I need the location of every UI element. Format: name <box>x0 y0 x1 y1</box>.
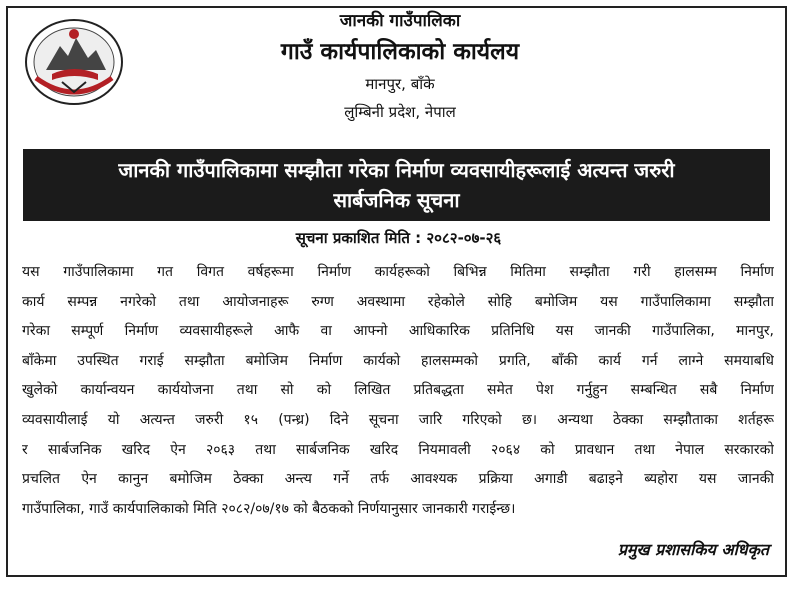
office-title: गाउँ कार्यपालिकाको कार्यलय <box>280 39 520 65</box>
body-line: गरेका सम्पूर्ण निर्माण व्यवसायीहरूले आफै वा आफ्नो आधिकारिक प्रतिनिधि यस जानकी गाउँपालिका, मानपुर, <box>22 323 774 340</box>
body-line: व्यवसायीलाई यो अत्यन्त जरुरी १५ (पन्ध्र) दिने सूचना जारि गरिएको छ। अन्यथा ठेक्का सम्झौताका शर्तहरू <box>22 411 774 428</box>
notice-body <box>22 258 774 524</box>
body-line: गाउँपालिका, गाउँ कार्यपालिकाको मिति २०८२/०७/१७ को बैठकको निर्णयानुसार जानकारी गराईन्छ। <box>22 500 516 517</box>
publication-date: सूचना प्रकाशित मिति : २०८२-०७-२६ <box>295 229 502 247</box>
notice-subtitle: सार्बजनिक सूचना <box>333 188 460 212</box>
notice-title-banner <box>23 149 770 221</box>
body-line: कार्य सम्पन्न नगरेको तथा आयोजनाहरू रुग्ण अवस्थामा रहेकोले सोहि बमोजिम यस गाउँपालिकामा सम्झौता <box>22 293 774 310</box>
signatory-title: प्रमुख प्रशासकिय अधिकृत <box>617 540 769 559</box>
office-header <box>130 8 670 126</box>
office-location: मानपुर, बाँके <box>365 75 435 93</box>
body-line: यस गाउँपालिकामा गत विगत वर्षहरूमा निर्माण कार्यहरूको बिभिन्न मितिमा सम्झौता गरी हालसम्म निर्माण <box>22 264 774 280</box>
body-line: बाँकेमा उपस्थित गराई सम्झौता बमोजिम निर्माण कार्यको हालसम्मको प्रगति, बाँकी कार्य गर्न लाग्ने समयाबधि <box>22 352 774 369</box>
office-province: लुम्बिनी प्रदेश, नेपाल <box>344 103 456 121</box>
body-line: खुलेको कार्यान्वयन कार्ययोजना तथा सो को लिखित प्रतिबद्धता समेत पेश गर्नुहुन सम्बन्धित सबै निर्माण <box>22 382 774 399</box>
notice-title: जानकी गाउँपालिकामा सम्झौता गरेका निर्माण व्यवसायीहरूलाई अत्यन्त जरुरी <box>118 158 675 182</box>
body-line: प्रचलित ऐन कानुन बमोजिम ठेक्का अन्त्य गर्ने तर्फ आवश्यक प्रक्रिया अगाडी बढाइने ब्यहोरा यस जानकी <box>22 471 774 488</box>
municipality-name: जानकी गाउँपालिका <box>339 11 461 31</box>
nepal-emblem-icon <box>22 16 126 108</box>
body-line: र सार्बजनिक खरिद ऐन २०६३ तथा सार्बजनिक खरिद नियमावली २०६४ को प्रावधान तथा नेपाल सरकारको <box>22 441 774 458</box>
